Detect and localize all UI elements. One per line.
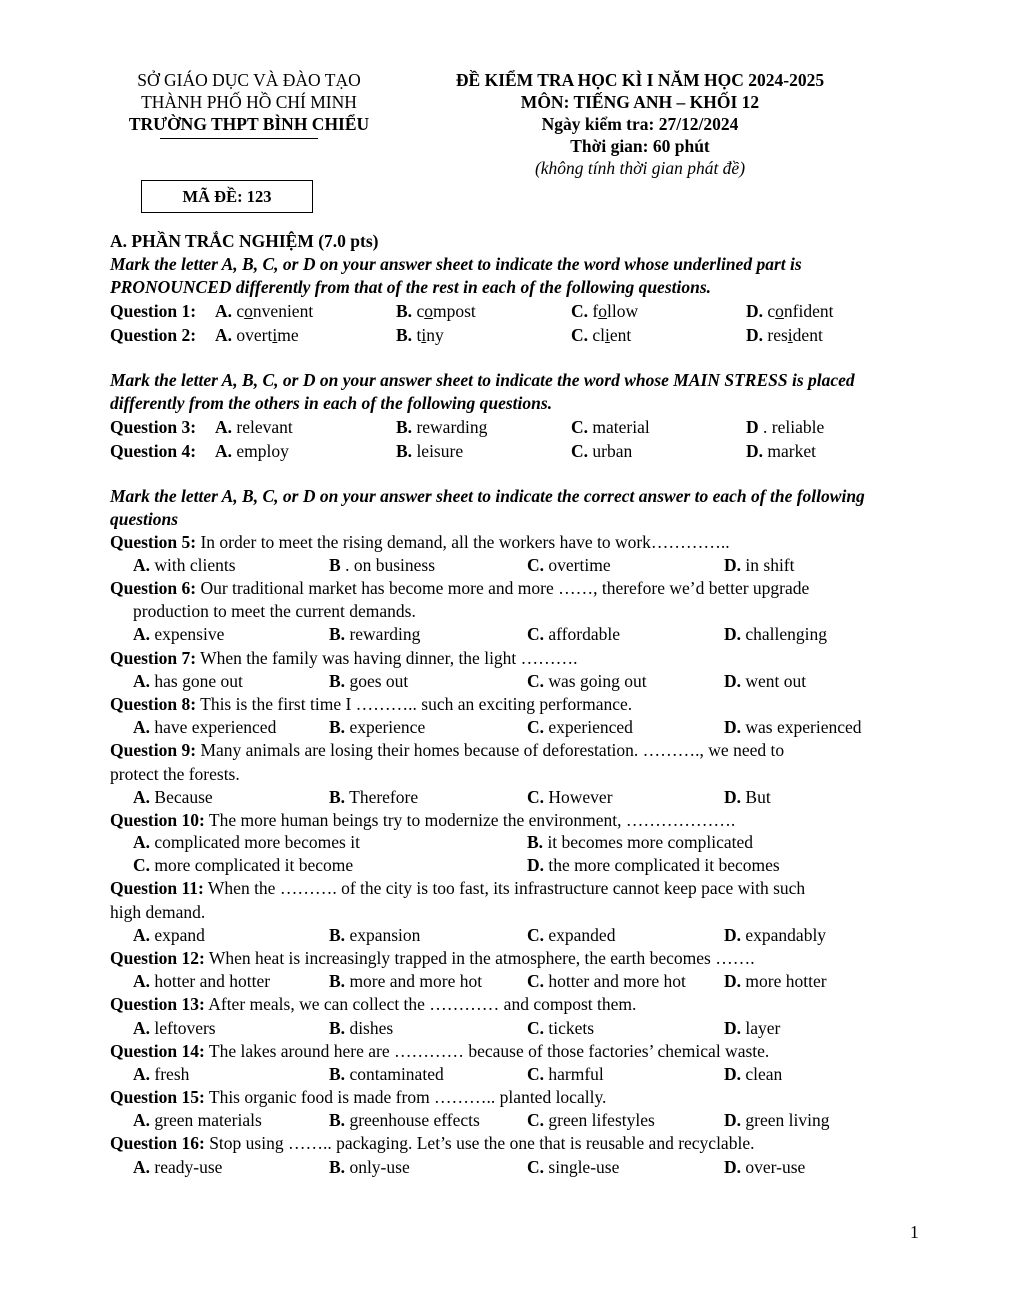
question-label: Question 8: bbox=[110, 694, 197, 714]
question-option bbox=[329, 925, 420, 946]
exam-header bbox=[410, 69, 870, 179]
question-stem bbox=[110, 1133, 754, 1154]
question-option bbox=[133, 855, 353, 876]
question-option bbox=[133, 555, 236, 576]
option-letter: C. bbox=[527, 1064, 545, 1084]
question-4-option-4 bbox=[746, 441, 816, 462]
option-text: harmful bbox=[548, 1064, 604, 1084]
option-letter: B bbox=[329, 555, 341, 575]
option-letter: A. bbox=[133, 1157, 151, 1177]
question-stem bbox=[110, 948, 755, 969]
option-letter: D. bbox=[724, 925, 742, 945]
option-letter: B. bbox=[396, 441, 413, 461]
option-text: experienced bbox=[548, 717, 633, 737]
option-text: However bbox=[548, 787, 613, 807]
option-text: expandably bbox=[745, 925, 827, 945]
question-option bbox=[724, 1064, 782, 1085]
question-label: Question 7: bbox=[110, 648, 197, 668]
option-letter: C. bbox=[527, 925, 545, 945]
option-text: mpost bbox=[432, 301, 476, 321]
question-option bbox=[527, 1064, 604, 1085]
question-stem bbox=[110, 694, 632, 715]
option-text: more hotter bbox=[745, 971, 827, 991]
question-4-option-3 bbox=[571, 441, 632, 462]
option-text: nvenient bbox=[252, 301, 314, 321]
question-text: Our traditional market has become more and more ……, therefore we’d better upgrade bbox=[200, 578, 810, 598]
option-text: dishes bbox=[349, 1018, 394, 1038]
underlined-letter: i bbox=[787, 325, 793, 345]
option-letter: D. bbox=[527, 855, 545, 875]
question-option bbox=[133, 787, 213, 808]
option-letter: B. bbox=[396, 301, 413, 321]
option-text: green lifestyles bbox=[548, 1110, 655, 1130]
option-text: employ bbox=[236, 441, 289, 461]
option-text: greenhouse effects bbox=[349, 1110, 480, 1130]
option-letter: D. bbox=[724, 555, 742, 575]
question-option bbox=[724, 971, 827, 992]
option-text: llow bbox=[606, 301, 639, 321]
question-1-option-1 bbox=[215, 301, 313, 322]
option-text: have experienced bbox=[154, 717, 277, 737]
exam-duration: Thời gian: 60 phút bbox=[570, 136, 710, 156]
question-option bbox=[724, 1157, 805, 1178]
department-name: SỞ GIÁO DỤC VÀ ĐÀO TẠO bbox=[137, 70, 361, 90]
exam-duration-note: (không tính thời gian phát đề) bbox=[534, 158, 746, 178]
question-option bbox=[133, 832, 360, 853]
option-text: it becomes more complicated bbox=[547, 832, 753, 852]
question-stem bbox=[110, 532, 730, 553]
exam-code-box: MÃ ĐỀ: 123 bbox=[141, 180, 313, 213]
school-header bbox=[110, 69, 388, 135]
option-text: t bbox=[416, 325, 422, 345]
option-letter: B. bbox=[329, 671, 346, 691]
option-text: more and more hot bbox=[349, 971, 483, 991]
option-text: in shift bbox=[745, 555, 795, 575]
option-letter: A. bbox=[133, 971, 151, 991]
option-text: material bbox=[592, 417, 650, 437]
question-option bbox=[724, 1018, 780, 1039]
option-text: the more complicated it becomes bbox=[548, 855, 780, 875]
instruction-pronunciation: Mark the letter A, B, C, or D on your answer sheet to indicate the word whose underlined part is PRONOUNCED differently from that of the rest in each of the following questions. bbox=[110, 254, 802, 297]
question-text: This is the first time I ……….. such an exciting performance. bbox=[200, 694, 633, 714]
question-label: Question 3: bbox=[110, 417, 197, 437]
option-text: Because bbox=[154, 787, 213, 807]
question-option bbox=[527, 671, 647, 692]
question-option bbox=[724, 555, 795, 576]
option-text: But bbox=[745, 787, 771, 807]
option-letter: D. bbox=[746, 301, 764, 321]
option-letter: D. bbox=[724, 671, 742, 691]
option-letter: D. bbox=[724, 1157, 742, 1177]
city-name: THÀNH PHỐ HỒ CHÍ MINH bbox=[141, 92, 357, 112]
option-text: relevant bbox=[236, 417, 293, 437]
option-text: res bbox=[767, 325, 788, 345]
question-option bbox=[329, 1018, 393, 1039]
question-label: Question 13: bbox=[110, 994, 205, 1014]
question-stem bbox=[110, 740, 784, 761]
option-letter: B. bbox=[329, 1018, 346, 1038]
option-letter: C. bbox=[527, 671, 545, 691]
question-1-option-2 bbox=[396, 301, 476, 322]
option-letter: A. bbox=[133, 1018, 151, 1038]
underlined-letter: o bbox=[775, 301, 784, 321]
underlined-letter: i bbox=[605, 325, 610, 345]
option-text: c bbox=[767, 301, 776, 321]
question-label: Question 10: bbox=[110, 810, 205, 830]
question-option bbox=[724, 624, 827, 645]
option-letter: D. bbox=[724, 1064, 742, 1084]
option-text: ny bbox=[426, 325, 444, 345]
option-letter: D. bbox=[746, 441, 764, 461]
question-option bbox=[724, 925, 826, 946]
option-text: expand bbox=[154, 925, 205, 945]
option-text: single-use bbox=[548, 1157, 620, 1177]
option-letter: A. bbox=[133, 624, 151, 644]
question-text: When the family was having dinner, the light ………. bbox=[200, 648, 578, 668]
option-text: contaminated bbox=[349, 1064, 444, 1084]
option-letter: B. bbox=[527, 832, 544, 852]
question-3-option-4 bbox=[746, 417, 824, 438]
question-label: Question 2: bbox=[110, 325, 197, 345]
question-label: Question 9: bbox=[110, 740, 197, 760]
option-text: clean bbox=[745, 1064, 783, 1084]
exam-date: Ngày kiểm tra: 27/12/2024 bbox=[541, 114, 739, 134]
option-text: ready-use bbox=[154, 1157, 223, 1177]
option-letter: B. bbox=[329, 1157, 346, 1177]
question-option bbox=[133, 1110, 262, 1131]
question-option bbox=[133, 925, 205, 946]
question-text: The more human beings try to modernize the environment, ………………. bbox=[208, 810, 736, 830]
option-letter: A. bbox=[215, 441, 233, 461]
exam-subject: MÔN: TIẾNG ANH – KHỐI 12 bbox=[520, 92, 760, 112]
option-text: leftovers bbox=[154, 1018, 216, 1038]
option-text: leisure bbox=[416, 441, 464, 461]
option-letter: A. bbox=[133, 717, 151, 737]
option-letter: D. bbox=[724, 787, 742, 807]
option-text: went out bbox=[745, 671, 807, 691]
question-option bbox=[527, 855, 780, 876]
question-text: After meals, we can collect the ………… and compost them. bbox=[208, 994, 637, 1014]
option-text: urban bbox=[592, 441, 633, 461]
option-letter: B. bbox=[329, 971, 346, 991]
question-text: In order to meet the rising demand, all the workers have to work………….. bbox=[200, 532, 730, 552]
option-text: ent bbox=[609, 325, 632, 345]
option-letter: A. bbox=[133, 1110, 151, 1130]
question-stem bbox=[110, 648, 578, 669]
option-letter: A. bbox=[133, 925, 151, 945]
option-letter: B. bbox=[329, 624, 346, 644]
question-stem bbox=[110, 1087, 606, 1108]
question-option bbox=[527, 1018, 594, 1039]
question-label: Question 5: bbox=[110, 532, 197, 552]
question-option bbox=[527, 925, 615, 946]
question-text-continued: high demand. bbox=[110, 902, 206, 922]
instruction-correct-answer: Mark the letter A, B, C, or D on your answer sheet to indicate the correct answer to each of the following questions bbox=[110, 486, 865, 529]
question-option bbox=[133, 1018, 216, 1039]
question-option bbox=[527, 971, 686, 992]
question-text: The lakes around here are ………… because of those factories’ chemical waste. bbox=[208, 1041, 770, 1061]
question-option bbox=[329, 787, 418, 808]
option-letter: A. bbox=[133, 1064, 151, 1084]
option-text: has gone out bbox=[154, 671, 243, 691]
option-letter: C. bbox=[571, 325, 589, 345]
exam-title: ĐỀ KIỂM TRA HỌC KÌ I NĂM HỌC 2024-2025 bbox=[455, 70, 825, 90]
question-option bbox=[724, 1110, 829, 1131]
option-text: f bbox=[592, 301, 599, 321]
option-letter: C. bbox=[527, 624, 545, 644]
option-letter: C. bbox=[527, 555, 545, 575]
option-letter: B. bbox=[396, 325, 413, 345]
option-text: overt bbox=[236, 325, 273, 345]
option-letter: C. bbox=[527, 787, 545, 807]
option-text: cl bbox=[592, 325, 606, 345]
option-text: with clients bbox=[154, 555, 236, 575]
question-option bbox=[133, 1157, 222, 1178]
question-stem bbox=[110, 994, 636, 1015]
option-letter: D bbox=[746, 417, 759, 437]
option-text: layer bbox=[745, 1018, 781, 1038]
question-text: Many animals are losing their homes because of deforestation. ………., we need to bbox=[200, 740, 785, 760]
question-option bbox=[329, 1110, 480, 1131]
question-text-continued: protect the forests. bbox=[110, 764, 240, 784]
option-letter: A. bbox=[133, 671, 151, 691]
question-option bbox=[329, 624, 420, 645]
option-letter: D. bbox=[724, 624, 742, 644]
option-text: only-use bbox=[349, 1157, 410, 1177]
question-option bbox=[724, 671, 806, 692]
option-text: rewarding bbox=[349, 624, 421, 644]
question-label: Question 16: bbox=[110, 1133, 205, 1153]
option-text: expanded bbox=[548, 925, 616, 945]
option-letter: B. bbox=[329, 787, 346, 807]
question-2-option-1 bbox=[215, 325, 299, 346]
option-text: experience bbox=[349, 717, 426, 737]
school-name: TRƯỜNG THPT BÌNH CHIỂU bbox=[128, 114, 370, 134]
question-stem bbox=[110, 1041, 769, 1062]
option-letter: D. bbox=[724, 717, 742, 737]
option-letter: D. bbox=[724, 1018, 742, 1038]
section-title: A. PHẦN TRẮC NGHIỆM (7.0 pts) bbox=[110, 231, 379, 251]
option-letter: A. bbox=[133, 832, 151, 852]
option-text: . reliable bbox=[763, 417, 825, 437]
question-label: Question 15: bbox=[110, 1087, 205, 1107]
option-text: hotter and hotter bbox=[154, 971, 271, 991]
question-4-option-2 bbox=[396, 441, 463, 462]
option-letter: B. bbox=[329, 925, 346, 945]
question-option bbox=[133, 671, 243, 692]
option-text: complicated more becomes it bbox=[154, 832, 360, 852]
option-letter: C. bbox=[133, 855, 151, 875]
option-text: . on business bbox=[345, 555, 435, 575]
option-text: c bbox=[416, 301, 425, 321]
option-letter: B. bbox=[329, 1110, 346, 1130]
option-text: hotter and more hot bbox=[548, 971, 686, 991]
option-text: affordable bbox=[548, 624, 620, 644]
question-text: When the ………. of the city is too fast, its infrastructure cannot keep pace with such bbox=[207, 878, 806, 898]
question-label: Question 1: bbox=[110, 301, 197, 321]
option-letter: B. bbox=[329, 717, 346, 737]
option-text: Therefore bbox=[349, 787, 419, 807]
question-2-option-3 bbox=[571, 325, 631, 346]
question-option bbox=[527, 624, 620, 645]
question-stem bbox=[110, 878, 805, 899]
underlined-letter: o bbox=[244, 301, 253, 321]
option-text: c bbox=[236, 301, 245, 321]
option-letter: C. bbox=[571, 301, 589, 321]
option-letter: A. bbox=[133, 787, 151, 807]
question-option bbox=[724, 787, 771, 808]
question-option bbox=[527, 717, 633, 738]
question-option bbox=[527, 832, 753, 853]
question-option bbox=[527, 555, 611, 576]
option-letter: C. bbox=[571, 417, 589, 437]
option-text: green living bbox=[745, 1110, 830, 1130]
option-text: fresh bbox=[154, 1064, 190, 1084]
question-text: When heat is increasingly trapped in the atmosphere, the earth becomes ……. bbox=[208, 948, 755, 968]
question-text-continued: production to meet the current demands. bbox=[133, 601, 416, 621]
option-text: more complicated it become bbox=[154, 855, 354, 875]
question-3-option-3 bbox=[571, 417, 650, 438]
option-text: green materials bbox=[154, 1110, 262, 1130]
question-option bbox=[329, 671, 408, 692]
question-option bbox=[133, 717, 276, 738]
question-1-option-4 bbox=[746, 301, 834, 322]
question-option bbox=[329, 971, 482, 992]
underlined-letter: i bbox=[272, 325, 278, 345]
option-text: expansion bbox=[349, 925, 421, 945]
option-letter: D. bbox=[724, 971, 742, 991]
question-label: Question 14: bbox=[110, 1041, 205, 1061]
option-text: market bbox=[767, 441, 816, 461]
question-option bbox=[329, 1064, 444, 1085]
question-option bbox=[133, 1064, 189, 1085]
option-letter: D. bbox=[724, 1110, 742, 1130]
question-option bbox=[329, 555, 435, 576]
option-text: overtime bbox=[548, 555, 611, 575]
option-text: nfident bbox=[783, 301, 834, 321]
option-letter: C. bbox=[527, 1157, 545, 1177]
question-option bbox=[133, 971, 270, 992]
school-underline bbox=[160, 138, 318, 139]
question-stem bbox=[110, 810, 735, 831]
question-option bbox=[527, 1157, 619, 1178]
option-letter: C. bbox=[527, 971, 545, 991]
question-option bbox=[329, 717, 425, 738]
option-letter: A. bbox=[215, 301, 233, 321]
option-letter: B. bbox=[396, 417, 413, 437]
question-text: Stop using …….. packaging. Let’s use the one that is reusable and recyclable. bbox=[209, 1133, 755, 1153]
option-letter: C. bbox=[527, 1110, 545, 1130]
question-option bbox=[724, 717, 862, 738]
question-option bbox=[527, 1110, 655, 1131]
question-4-option-1 bbox=[215, 441, 289, 462]
underlined-letter: o bbox=[598, 301, 607, 321]
option-text: over-use bbox=[745, 1157, 806, 1177]
option-text: dent bbox=[792, 325, 823, 345]
option-text: was experienced bbox=[745, 717, 862, 737]
option-letter: C. bbox=[527, 717, 545, 737]
option-letter: C. bbox=[527, 1018, 545, 1038]
option-text: was going out bbox=[548, 671, 647, 691]
option-letter: C. bbox=[571, 441, 589, 461]
option-letter: D. bbox=[746, 325, 764, 345]
question-option bbox=[527, 787, 613, 808]
option-letter: A. bbox=[215, 325, 233, 345]
option-text: goes out bbox=[349, 671, 409, 691]
page-number: 1 bbox=[910, 1222, 919, 1242]
option-text: challenging bbox=[745, 624, 828, 644]
option-letter: A. bbox=[215, 417, 233, 437]
option-letter: B. bbox=[329, 1064, 346, 1084]
question-2-option-2 bbox=[396, 325, 444, 346]
underlined-letter: i bbox=[421, 325, 427, 345]
question-3-option-2 bbox=[396, 417, 487, 438]
underlined-letter: o bbox=[424, 301, 433, 321]
instruction-stress: Mark the letter A, B, C, or D on your answer sheet to indicate the word whose MAIN STRESS is placed differently from the others in each of the following questions. bbox=[110, 370, 855, 413]
option-text: rewarding bbox=[416, 417, 488, 437]
question-3-option-1 bbox=[215, 417, 293, 438]
question-2-option-4 bbox=[746, 325, 823, 346]
question-stem bbox=[110, 578, 809, 599]
question-1-option-3 bbox=[571, 301, 638, 322]
question-label: Question 11: bbox=[110, 878, 204, 898]
question-option bbox=[133, 624, 224, 645]
option-text: tickets bbox=[548, 1018, 595, 1038]
option-letter: A. bbox=[133, 555, 151, 575]
option-text: expensive bbox=[154, 624, 225, 644]
option-text: me bbox=[277, 325, 299, 345]
question-text: This organic food is made from ……….. planted locally. bbox=[208, 1087, 607, 1107]
question-label: Question 6: bbox=[110, 578, 197, 598]
question-label: Question 4: bbox=[110, 441, 197, 461]
question-option bbox=[329, 1157, 410, 1178]
question-label: Question 12: bbox=[110, 948, 205, 968]
